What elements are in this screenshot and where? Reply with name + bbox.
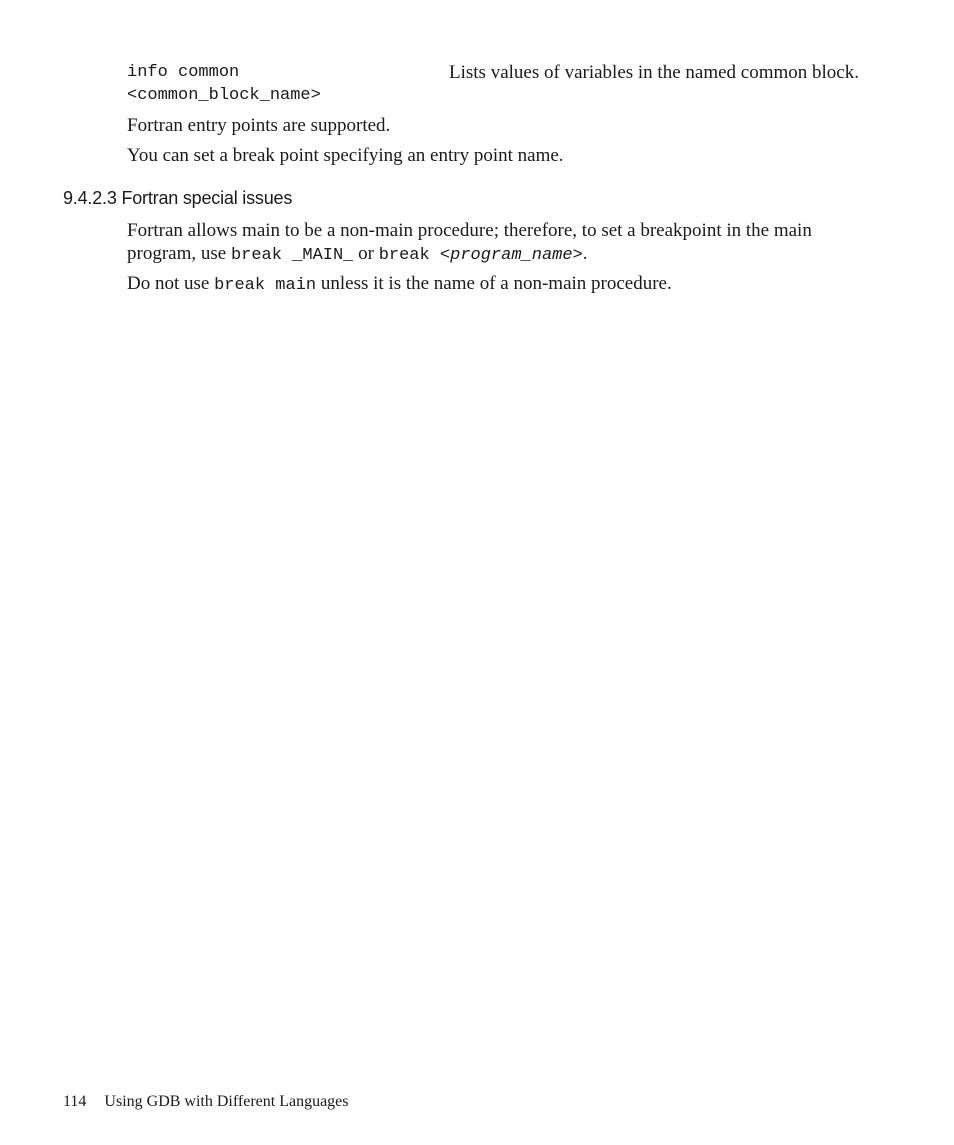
paragraph-text: Fortran allows main to be a non-main procedure; therefore, to set a breakpoint in the main program, use [127,220,812,264]
code-program-name: program_name [450,246,573,265]
code-close-bracket: > [572,246,583,265]
command-name: info common [127,63,240,82]
code-break-program: break < [378,246,451,265]
paragraph-text: or [353,243,379,264]
command-cell [127,61,449,107]
fortran-main-paragraph [127,219,867,267]
code-break-main-underscore: break _MAIN_ [230,246,354,265]
paragraph-text: . [582,243,588,264]
break-entry-paragraph: You can set a break point specifying an entry point name. [127,145,564,166]
break-main-warning-paragraph [127,272,867,297]
chapter-title: Using GDB with Different Languages [104,1093,349,1110]
code-break-main: break main [214,276,317,295]
command-description: Lists values of variables in the named common block. [449,62,859,83]
command-table [127,61,867,107]
section-heading: 9.4.2.3 Fortran special issues [63,188,293,208]
paragraph-text: unless it is the name of a non-main procedure. [316,273,672,294]
paragraph-text: Do not use [127,273,215,294]
page-number: 114 [63,1093,87,1110]
command-argument: <common_block_name> [127,86,321,105]
page-footer [63,1092,349,1112]
entry-points-paragraph: Fortran entry points are supported. [127,115,391,136]
